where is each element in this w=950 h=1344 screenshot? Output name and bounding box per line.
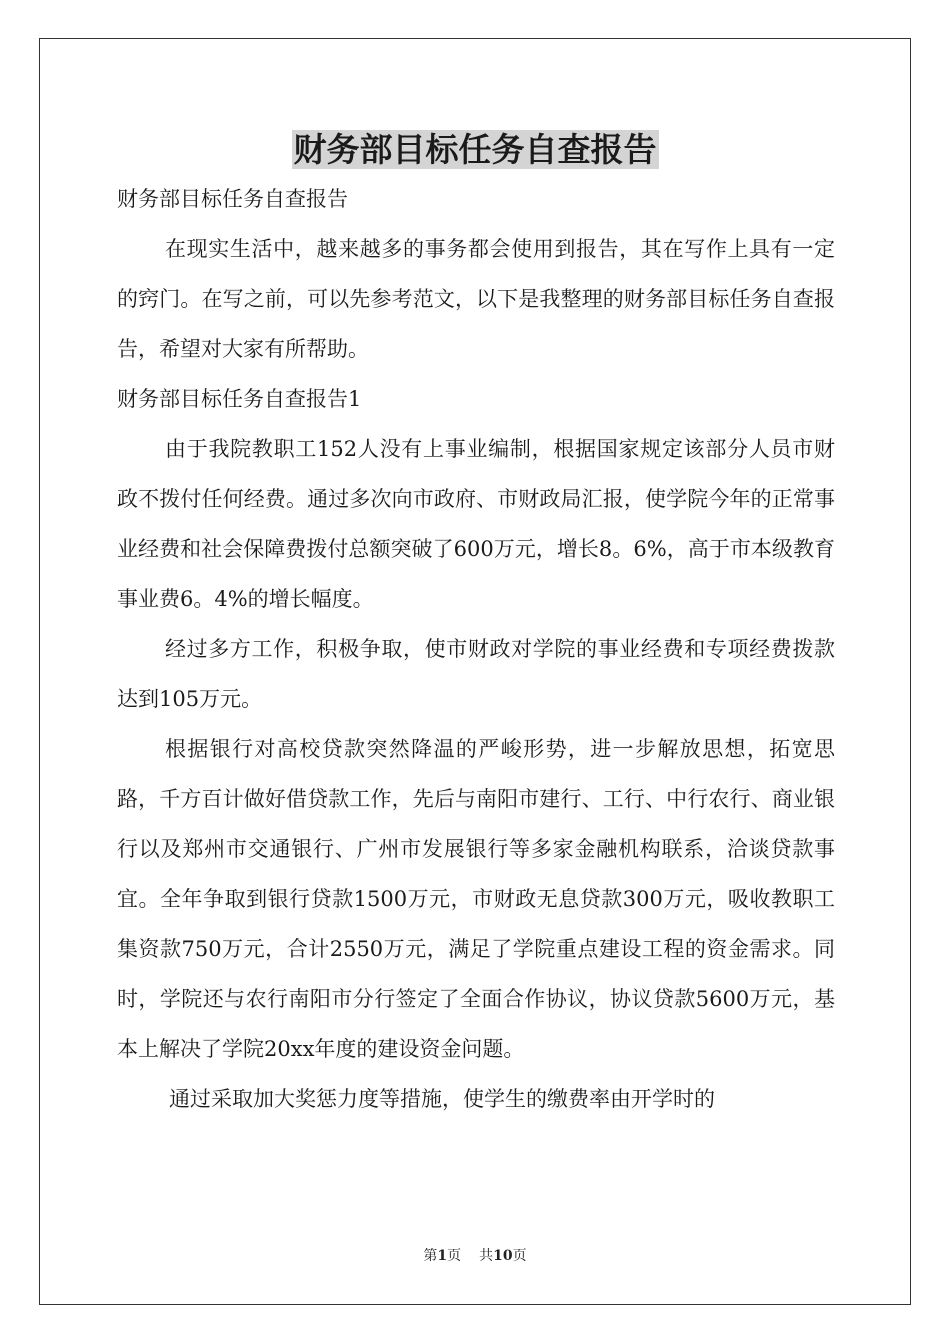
body-paragraph-4: 通过采取加大奖惩力度等措施，使学生的缴费率由开学时的 [169, 1087, 715, 1111]
document-title-text: 财务部目标任务自查报告 [293, 130, 657, 169]
document-body [117, 174, 835, 1124]
footer-page-current: 1 [437, 1248, 448, 1264]
intro-heading: 财务部目标任务自查报告 [117, 187, 348, 211]
page-footer [0, 1246, 950, 1266]
footer-total-suffix: 页 [512, 1248, 527, 1264]
footer-page-suffix: 页 [447, 1248, 462, 1264]
footer-total-prefix: 共 [479, 1248, 494, 1264]
document-title [0, 124, 950, 176]
intro-paragraph: 在现实生活中，越来越多的事务都会使用到报告，其在写作上具有一定的窍门。在写之前，可以先参考范文，以下是我整理的财务部目标任务自查报告，希望对大家有所帮助。 [117, 237, 835, 361]
section-heading-1: 财务部目标任务自查报告1 [117, 387, 362, 411]
body-paragraph-2: 经过多方工作，积极争取，使市财政对学院的事业经费和专项经费拨款达到105万元。 [117, 637, 835, 711]
body-paragraph-3: 根据银行对高校贷款突然降温的严峻形势，进一步解放思想，拓宽思路，千方百计做好借贷款工作，先后与南阳市建行、工行、中行农行、商业银行以及郑州市交通银行、广州市发展银行等多家金融机构联系，洽谈贷款事宜。全年争取到银行贷款1500万元，市财政无息贷款300万元，吸收教职工集资款750万元，合计2550万元，满足了学院重点建设工程的资金需求。同时，学院还与农行南阳市分行签定了全面合作协议，协议贷款5600万元，基本上解决了学院20xx年度的建设资金问题。 [117, 737, 835, 1061]
footer-page-prefix: 第 [423, 1248, 438, 1264]
footer-page-total: 10 [493, 1248, 513, 1264]
body-paragraph-1: 由于我院教职工152人没有上事业编制，根据国家规定该部分人员市财政不拨付任何经费。通过多次向市政府、市财政局汇报，使学院今年的正常事业经费和社会保障费拨付总额突破了600万元，增长8。6%，高于市本级教育事业费6。4%的增长幅度。 [117, 437, 835, 611]
